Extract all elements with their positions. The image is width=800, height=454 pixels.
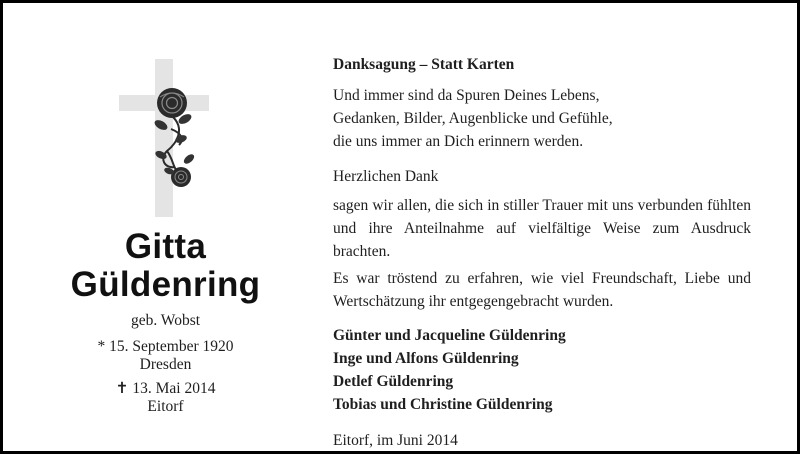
thanks-title: Danksagung – Statt Karten: [333, 56, 515, 73]
birth-date: * 15. September 1920: [97, 338, 234, 355]
thanks-panel: [333, 53, 751, 452]
cross-with-roses-icon: [115, 59, 215, 219]
signer: Günter und Jacqueline Güldenring: [333, 327, 566, 344]
signer: Detlef Güldenring: [333, 373, 454, 390]
signer: Tobias und Christine Güldenring: [333, 396, 553, 413]
cross-emblem: [43, 55, 288, 220]
death-place: Eitorf: [147, 398, 184, 415]
birth-name: geb. Wobst: [130, 312, 201, 329]
thanks-heading: Herzlichen Dank: [333, 168, 439, 185]
deceased-first-name: Gitta: [124, 227, 207, 266]
place-date: Eitorf, im Juni 2014: [333, 432, 458, 449]
poem-line: die uns immer an Dich erinnern werden.: [333, 133, 584, 150]
thanks-text: sagen wir allen, die sich in stiller Trauer mit uns verbunden fühlten und ihre Anteilnahme auf vielfältige Weise zum Ausdruck brachten.: [333, 197, 751, 260]
signers-list: [333, 324, 751, 416]
deceased-last-name: Güldenring: [70, 265, 261, 304]
birth-place: Dresden: [139, 356, 192, 373]
death-date: ✝ 13. Mai 2014: [115, 380, 216, 397]
deceased-panel: [43, 55, 288, 416]
signer: Inge und Alfons Güldenring: [333, 350, 519, 367]
poem: [333, 84, 751, 153]
poem-line: Und immer sind da Spuren Deines Lebens,: [333, 87, 600, 104]
poem-line: Gedanken, Bilder, Augenblicke und Gefühle,: [333, 110, 613, 127]
comfort-text: Es war tröstend zu erfahren, wie viel Freundschaft, Liebe und Wertschätzung ihr entgegengebracht wurden.: [333, 270, 751, 310]
